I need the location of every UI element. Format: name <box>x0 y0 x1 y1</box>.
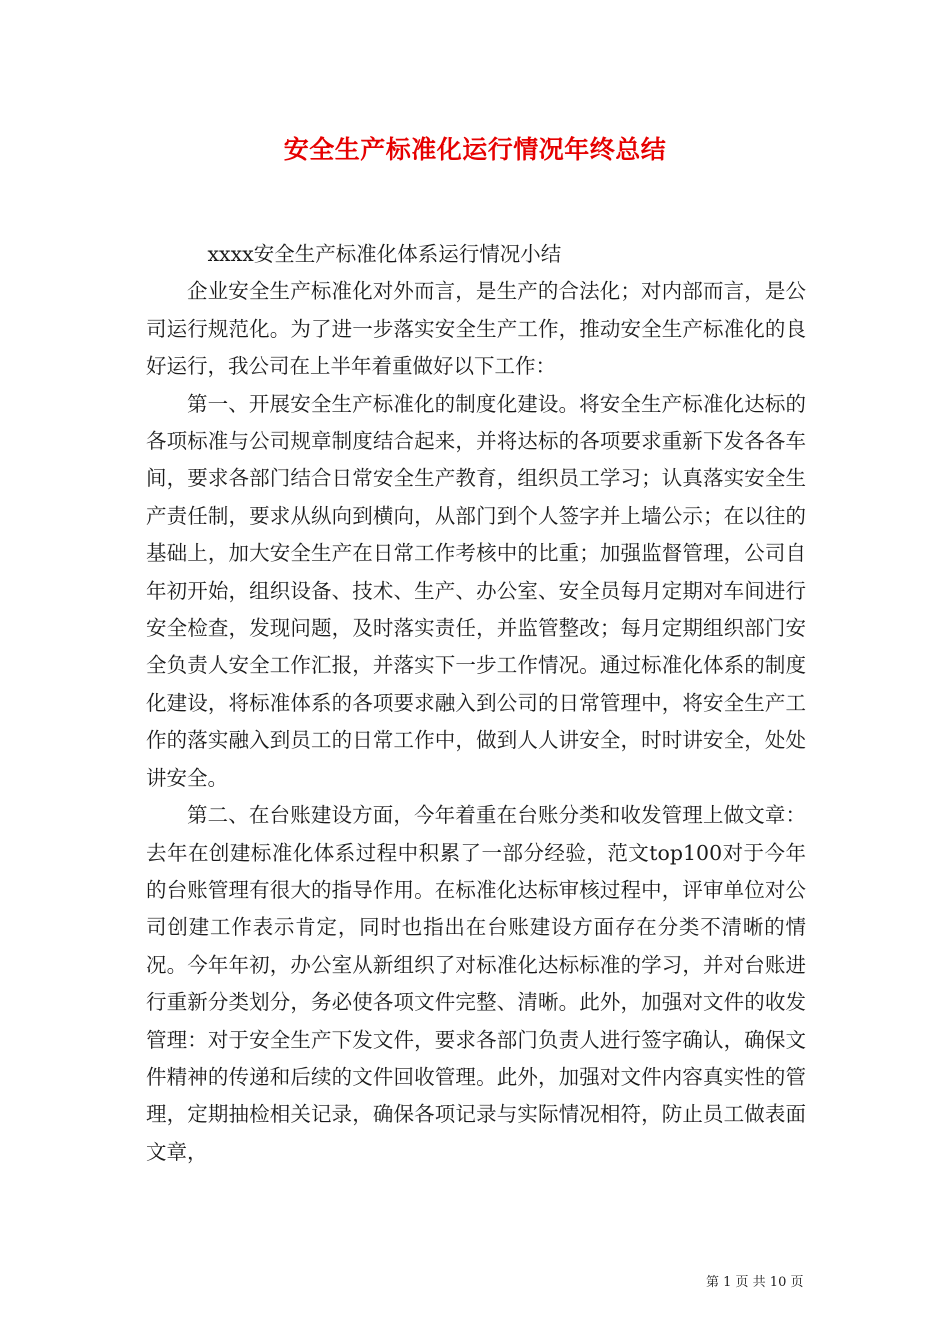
document-title: 安全生产标准化运行情况年终总结 <box>283 135 667 164</box>
paragraph-first: 第一、开展安全生产标准化的制度化建设。将安全生产标准化达标的各项标准与公司规章制度结合起来，并将达标的各项要求重新下发各各车间，要求各部门结合日常安全生产教育，组织员工学习；认真落实安全生产责任制，要求从纵向到横向，从部门到个人签字并上墙公示；在以往的基础上，加大安全生产在日常工作考核中的比重；加强监督管理，公司自年初开始，组织设备、技术、生产、办公室、安全员每月定期对车间进行安全检查，发现问题，及时落实责任，并监管整改；每月定期组织部门安全负责人安全工作汇报，并落实下一步工作情况。通过标准化体系的制度化建设，将标准体系的各项要求融入到公司的日常管理中，将安全生产工作的落实融入到员工的日常工作中，做到人人讲安全，时时讲安全，处处讲安全。 <box>146 391 806 790</box>
page-number: 第 1 页 共 10 页 <box>706 1275 804 1290</box>
paragraph-second: 第二、在台账建设方面，今年着重在台账分类和收发管理上做文章：去年在创建标准化体系过程中积累了一部分经验，范文top100对于今年的台账管理有很大的指导作用。在标准化达标审核过程中，评审单位对公司创建工作表示肯定，同时也指出在台账建设方面存在分类不清晰的情况。今年年初，办公室从新组织了对标准化达标标准的学习，并对台账进行重新分类划分，务必使各项文件完整、清晰。此外，加强对文件的收发管理：对于安全生产下发文件，要求各部门负责人进行签字确认，确保文件精神的传递和后续的文件回收管理。此外，加强对文件内容真实性的管理，定期抽检相关记录，确保各项记录与实际情况相符，防止员工做表面文章， <box>146 803 806 1164</box>
document-subtitle: xxxx安全生产标准化体系运行情况小结 <box>207 242 562 266</box>
document-body <box>146 236 806 1171</box>
paragraph-intro: 企业安全生产标准化对外而言，是生产的合法化；对内部而言，是公司运行规范化。为了进一步落实安全生产工作，推动安全生产标准化的良好运行，我公司在上半年着重做好以下工作： <box>146 279 806 379</box>
